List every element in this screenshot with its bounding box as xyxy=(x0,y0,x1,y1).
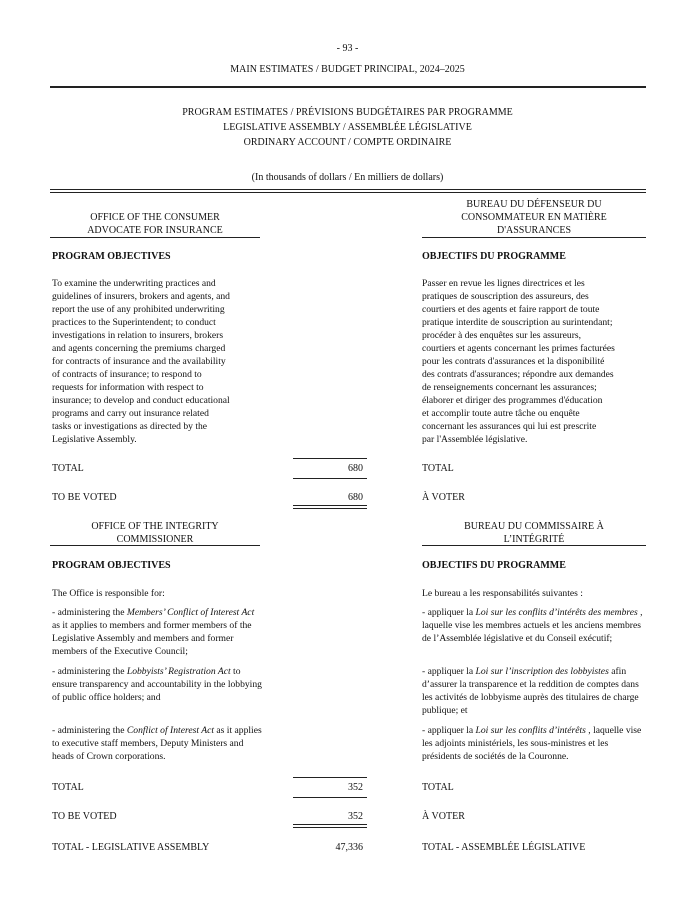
grand-total-value: 47,336 xyxy=(335,842,363,853)
section1-voted-label-en: TO BE VOTED xyxy=(52,492,117,503)
section1-title-en xyxy=(50,211,260,237)
section1-total-rule xyxy=(293,458,367,459)
grand-total-label-fr: TOTAL - ASSEMBLÉE LÉGISLATIVE xyxy=(422,842,586,853)
units-rule-bottom xyxy=(50,192,646,193)
section1-voted-rule-bottom2 xyxy=(293,508,367,509)
section1-objectives-heading-fr: OBJECTIFS DU PROGRAMME xyxy=(422,251,566,262)
section1-title-fr xyxy=(422,198,646,237)
legislative-assembly-heading: LEGISLATIVE ASSEMBLY / ASSEMBLÉE LÉGISLATIVE xyxy=(223,122,472,133)
section1-objectives-text-en: To examine the underwriting practices and guidelines of insurers, brokers and agents, and report the use of any prohibited underwriting practices to the Superintendent; to conduct investigations in relation to insurers, brokers and agents concerning the premiums charged for contracts of insurance and the availability of contracts of insurance; to respond to requests for information with respect to insurance; to develop and conduct educational programs and carry out insurance related tasks or investigations as directed by the Legislative Assembly. xyxy=(52,278,230,445)
section1-total-label-en: TOTAL xyxy=(52,463,84,474)
section2-voted-rule-top xyxy=(293,797,367,798)
section2-title-en-line1: OFFICE OF THE INTEGRITY xyxy=(91,521,219,532)
section1-total-value: 680 xyxy=(348,463,363,474)
section2-voted-value: 352 xyxy=(348,811,363,822)
section2-voted-label-en: TO BE VOTED xyxy=(52,811,117,822)
section2-total-label-fr: TOTAL xyxy=(422,782,454,793)
section1-voted-value: 680 xyxy=(348,492,363,503)
section1-title-en-line1: OFFICE OF THE CONSUMER xyxy=(90,212,220,223)
section2-bullet3-en: - administering the Conflict of Interest Act as it applies to executive staff members, Deputy Ministers and heads of Crown corporations. xyxy=(52,725,262,762)
header-rule xyxy=(50,86,646,88)
section2-title-en xyxy=(50,520,260,546)
section2-title-en-rule xyxy=(50,545,260,546)
section2-title-fr xyxy=(422,520,646,546)
grand-total-label-en: TOTAL - LEGISLATIVE ASSEMBLY xyxy=(52,842,210,853)
section1-title-en-rule xyxy=(50,237,260,238)
section1-title-fr-line2: CONSOMMATEUR EN MATIÈRE xyxy=(461,212,607,223)
section2-objectives-heading-fr: OBJECTIFS DU PROGRAMME xyxy=(422,560,566,571)
page-number: - 93 - xyxy=(336,43,359,54)
section2-total-label-en: TOTAL xyxy=(52,782,84,793)
section1-total-label-fr: TOTAL xyxy=(422,463,454,474)
section2-bullet3-fr: - appliquer la Loi sur les conflits d’intérêts , laquelle vise les adjoints ministériels, les sous-ministres et les présidents de sociétés de la Couronne. xyxy=(422,725,642,762)
section1-title-fr-line3: D'ASSURANCES xyxy=(496,225,572,236)
section1-voted-label-fr: À VOTER xyxy=(422,492,465,503)
section2-bullet1-fr: - appliquer la Loi sur les conflits d’intérêts des membres , laquelle vise les membres actuels et les anciens membres de l’Assemblée législative et du Conseil exécutif; xyxy=(422,607,643,644)
units-note: (In thousands of dollars / En milliers de dollars) xyxy=(251,172,444,183)
section2-bullet2-en: - administering the Lobbyists’ Registration Act to ensure transparency and accountability in the lobbying of public office holders; and xyxy=(52,666,262,703)
section2-title-en-line2: COMMISSIONER xyxy=(116,534,194,545)
section1-voted-rule-bottom1 xyxy=(293,505,367,506)
section2-bullet2-fr: - appliquer la Loi sur l’inscription des lobbyistes afin d’assurer la transparence et la reddition de comptes dans les activités de lobbyisme auprès des titulaires de charge publique; et xyxy=(422,666,639,716)
ordinary-account-heading: ORDINARY ACCOUNT / COMPTE ORDINAIRE xyxy=(243,137,452,148)
section1-voted-rule-top xyxy=(293,478,367,479)
section2-title-fr-rule xyxy=(422,545,646,546)
section2-voted-rule-bottom1 xyxy=(293,824,367,825)
section1-objectives-text-fr: Passer en revue les lignes directrices et les pratiques de souscription des assureurs, des courtiers et des agents et faire rapport de toute pratique interdite de souscription au surintendant; procéder à des enquêtes sur les assureurs, courtiers et agents concernant les primes facturées pour les contrats d'assurances et la disponibilité des contrats d'assurances; répondre aux demandes de renseignements concernant les assurances; élaborer et diriger des programmes d'éducation et accomplir toute autre tâche ou enquête concernant les assurances qui lui est prescrite par l'Assemblée législative. xyxy=(422,278,615,445)
section2-objectives-heading-en: PROGRAM OBJECTIVES xyxy=(52,560,171,571)
section2-intro-fr: Le bureau a les responsabilités suivantes : xyxy=(422,588,583,599)
section1-title-fr-line1: BUREAU DU DÉFENSEUR DU xyxy=(466,199,602,210)
section2-total-value: 352 xyxy=(348,782,363,793)
section1-title-en-line2: ADVOCATE FOR INSURANCE xyxy=(87,225,223,236)
section2-voted-rule-bottom2 xyxy=(293,827,367,828)
program-estimates-heading: PROGRAM ESTIMATES / PRÉVISIONS BUDGÉTAIRES PAR PROGRAMME xyxy=(182,107,513,118)
document-title: MAIN ESTIMATES / BUDGET PRINCIPAL, 2024–2025 xyxy=(230,64,465,75)
section2-title-fr-line2: L’INTÉGRITÉ xyxy=(503,534,565,545)
section2-bullet1-en: - administering the Members’ Conflict of Interest Act as it applies to members and former members of the Legislative Assembly and members and former members of the Executive Council; xyxy=(52,607,255,657)
section1-title-fr-rule xyxy=(422,237,646,238)
section2-title-fr-line1: BUREAU DU COMMISSAIRE À xyxy=(464,521,604,532)
section2-intro-en: The Office is responsible for: xyxy=(52,588,165,599)
section1-objectives-heading-en: PROGRAM OBJECTIVES xyxy=(52,251,171,262)
units-rule-top xyxy=(50,189,646,190)
section2-total-rule xyxy=(293,777,367,778)
section2-voted-label-fr: À VOTER xyxy=(422,811,465,822)
